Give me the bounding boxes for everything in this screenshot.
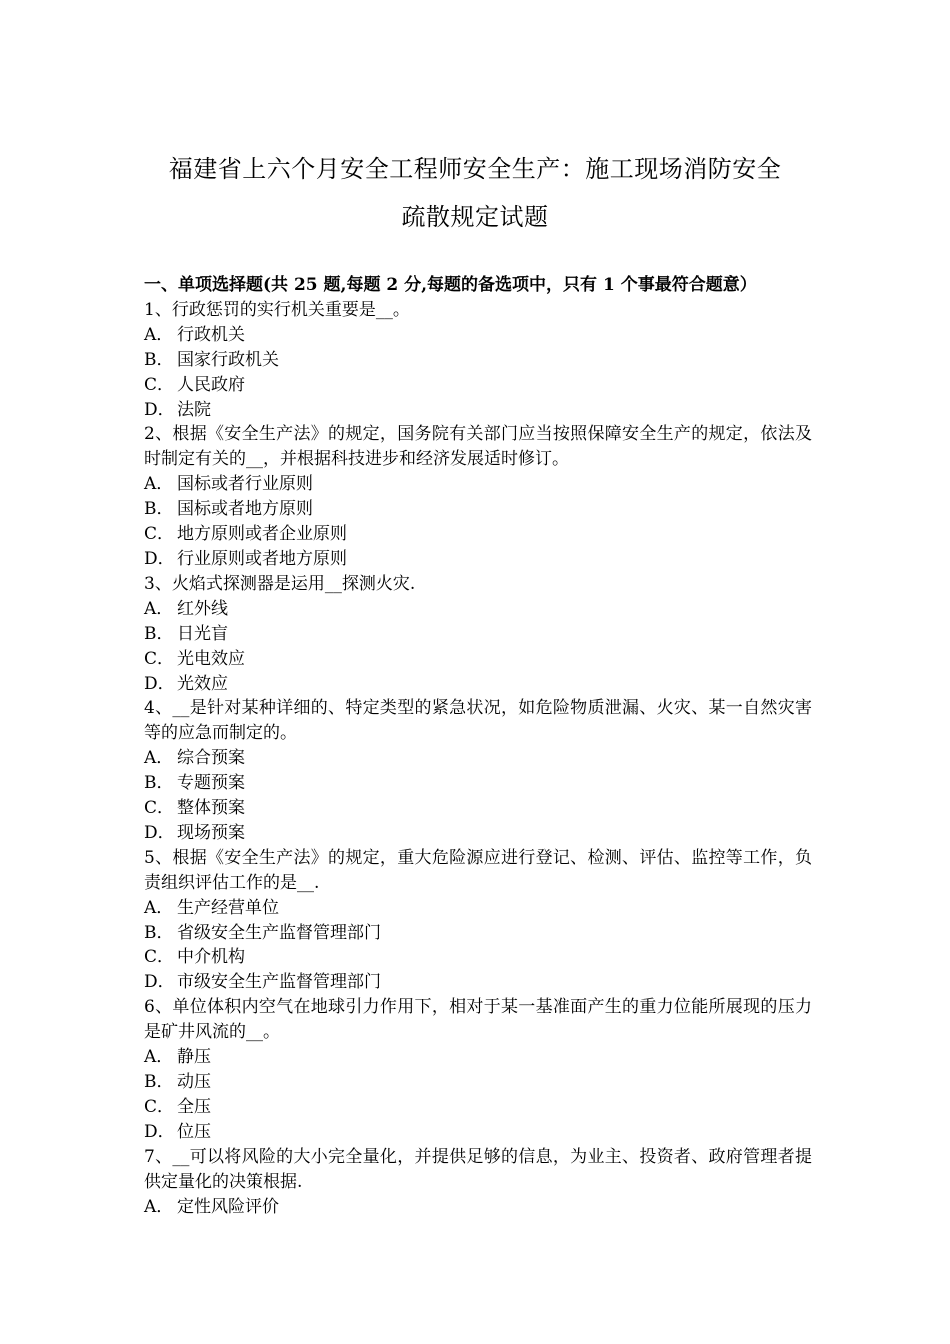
option-b: [144, 921, 812, 946]
question-text: 1、行政惩罚的实行机关重要是__。: [144, 299, 410, 320]
option-letter: C．: [144, 374, 175, 395]
question-block: [144, 298, 812, 423]
option-d: [144, 970, 812, 995]
option-c: [144, 373, 812, 398]
option-a: [144, 1045, 812, 1070]
question-block: [144, 422, 812, 571]
question-text: 4、__是针对某种详细的、特定类型的紧急状况，如危险物质泄漏、火灾、某一自然灾害等的应急而制定的。: [144, 698, 812, 744]
question-block: [144, 572, 812, 697]
option-a: [144, 746, 812, 771]
option-letter: D．: [144, 822, 175, 843]
option-letter: B．: [144, 922, 174, 943]
option-a: [144, 1195, 812, 1220]
option-letter: C．: [144, 798, 175, 819]
option-text: 行政机关: [177, 324, 245, 345]
question-text: 5、根据《安全生产法》的规定，重大危险源应进行登记、检测、评估、监控等工作，负责组织评估工作的是__.: [144, 847, 812, 893]
option-text: 国标或者地方原则: [177, 499, 313, 520]
document-title-line-2: 疏散规定试题: [401, 203, 549, 231]
option-letter: B．: [144, 499, 174, 520]
question-text: 6、单位体积内空气在地球引力作用下，相对于某一基准面产生的重力位能所展现的压力是矿井风流的__。: [144, 997, 812, 1043]
option-letter: A．: [144, 748, 174, 769]
option-letter: A．: [144, 1196, 174, 1217]
option-c: [144, 796, 812, 821]
question-block: [144, 846, 812, 995]
option-text: 光效应: [177, 673, 228, 694]
option-letter: C．: [144, 1096, 175, 1117]
option-c: [144, 945, 812, 970]
option-text: 行业原则或者地方原则: [177, 548, 347, 569]
option-text: 静压: [177, 1047, 211, 1068]
option-text: 法院: [177, 399, 211, 420]
option-text: 国家行政机关: [177, 349, 279, 370]
option-text: 地方原则或者企业原则: [177, 524, 347, 545]
option-b: [144, 771, 812, 796]
option-letter: D．: [144, 399, 175, 420]
question-text: 7、__可以将风险的大小完全量化，并提供足够的信息，为业主、投资者、政府管理者提供定量化的决策根据.: [144, 1146, 812, 1192]
option-text: 位压: [177, 1121, 211, 1142]
option-text: 专题预案: [177, 773, 245, 794]
option-letter: D．: [144, 972, 175, 993]
option-text: 整体预案: [177, 798, 245, 819]
option-b: [144, 1070, 812, 1095]
option-d: [144, 398, 812, 423]
option-letter: D．: [144, 548, 175, 569]
option-text: 国标或者行业原则: [177, 474, 313, 495]
option-text: 市级安全生产监督管理部门: [177, 972, 381, 993]
option-d: [144, 547, 812, 572]
option-text: 综合预案: [177, 748, 245, 769]
option-letter: B．: [144, 349, 174, 370]
option-text: 省级安全生产监督管理部门: [177, 922, 381, 943]
question-block: [144, 696, 812, 845]
option-text: 日光盲: [177, 623, 228, 644]
option-letter: A．: [144, 598, 174, 619]
option-a: [144, 896, 812, 921]
option-letter: A．: [144, 1047, 174, 1068]
option-d: [144, 1120, 812, 1145]
option-a: [144, 472, 812, 497]
question-block: [144, 995, 812, 1144]
question-text: 3、火焰式探测器是运用__探测火灾.: [144, 573, 416, 594]
option-b: [144, 622, 812, 647]
document-title-line-1: 福建省上六个月安全工程师安全生产：施工现场消防安全: [168, 155, 782, 183]
option-text: 现场预案: [177, 822, 245, 843]
option-letter: D．: [144, 673, 175, 694]
option-letter: B．: [144, 773, 174, 794]
option-letter: B．: [144, 1072, 174, 1092]
option-letter: A．: [144, 324, 174, 345]
option-text: 光电效应: [177, 648, 245, 669]
option-c: [144, 647, 812, 672]
option-text: 红外线: [177, 598, 228, 619]
option-text: 动压: [177, 1072, 211, 1092]
option-letter: A．: [144, 474, 174, 495]
option-text: 全压: [177, 1096, 211, 1117]
option-letter: A．: [144, 897, 174, 918]
option-text: 生产经营单位: [177, 897, 279, 918]
question-block: [144, 1145, 812, 1220]
option-text: 人民政府: [177, 374, 245, 395]
option-letter: D．: [144, 1121, 175, 1142]
option-text: 中介机构: [177, 947, 245, 968]
option-d: [144, 672, 812, 697]
option-c: [144, 522, 812, 547]
option-letter: B．: [144, 623, 174, 644]
section-heading: 一、单项选择题(共 25 题,每题 2 分,每题的备选项中，只有 1 个事最符合题意）: [144, 275, 757, 295]
option-a: [144, 323, 812, 348]
document-body: [144, 273, 812, 1219]
option-a: [144, 597, 812, 622]
option-letter: C．: [144, 648, 175, 669]
question-text: 2、根据《安全生产法》的规定，国务院有关部门应当按照保障安全生产的规定，依法及时制定有关的__，并根据科技进步和经济发展适时修订。: [144, 424, 812, 470]
option-d: [144, 821, 812, 846]
option-c: [144, 1095, 812, 1120]
option-b: [144, 348, 812, 373]
option-letter: C．: [144, 524, 175, 545]
option-b: [144, 497, 812, 522]
option-letter: C．: [144, 947, 175, 968]
option-text: 定性风险评价: [177, 1196, 279, 1217]
